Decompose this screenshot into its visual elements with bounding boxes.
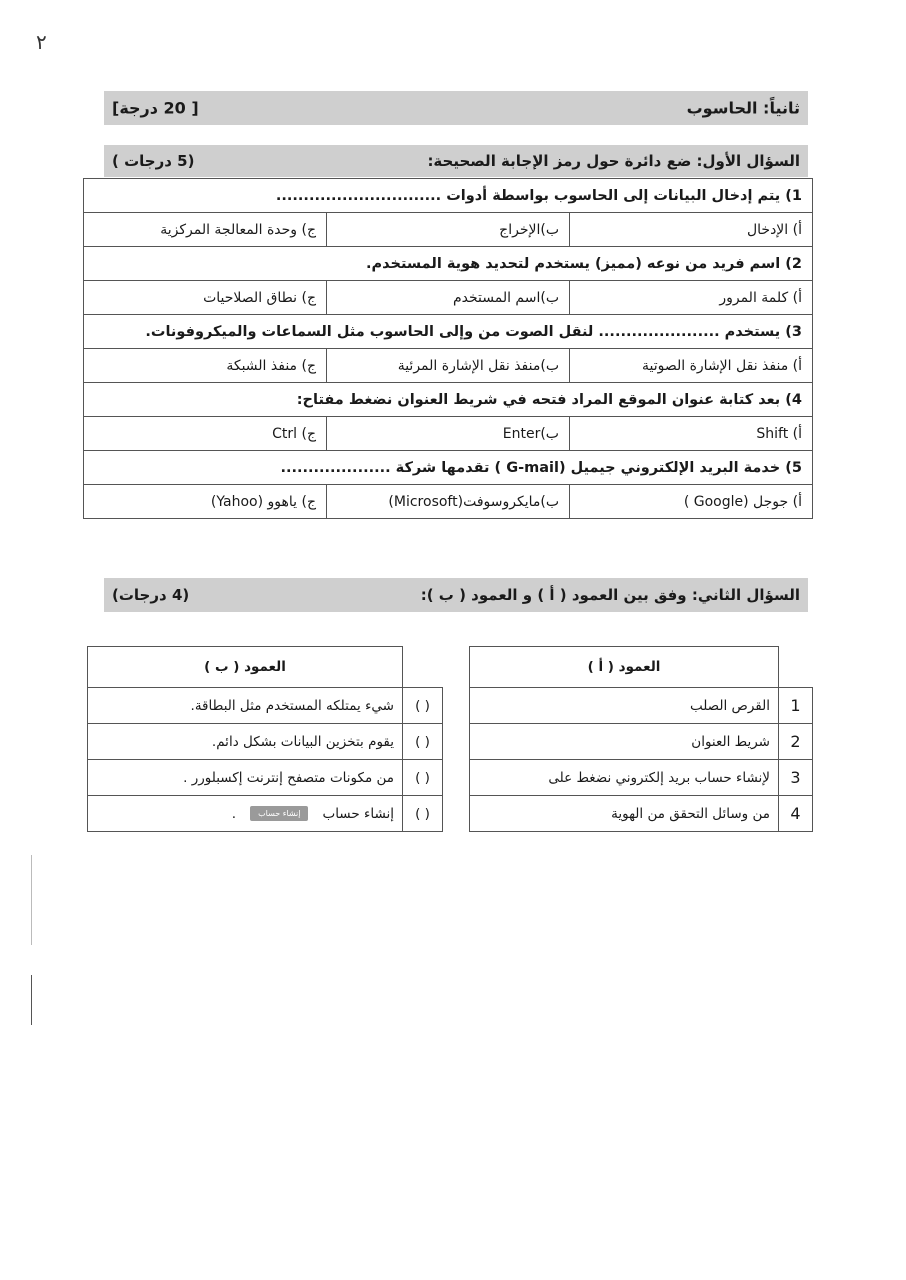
q1-marks: (5 درجات ) [112, 152, 195, 170]
option-b[interactable]: ب)مايكروسوفت(Microsoft) [327, 485, 570, 519]
column-b-item: من مكونات متصفح إنترنت إكسبلورر . [88, 760, 403, 796]
row-number: 2 [779, 724, 813, 760]
options-row [84, 281, 813, 315]
option-c[interactable]: ج) Ctrl [84, 417, 327, 451]
question-text: 4) بعد كتابة عنوان الموقع المراد فتحه في شريط العنوان نضغط مفتاح: [84, 383, 813, 417]
item-text: إنشاء حساب [322, 805, 394, 822]
column-b-item: يقوم بتخزين البيانات بشكل دائم. [88, 724, 403, 760]
option-c[interactable]: ج) نطاق الصلاحيات [84, 281, 327, 315]
row-number: 3 [779, 760, 813, 796]
answer-blank[interactable]: ( ) [403, 760, 443, 796]
question-row [84, 315, 813, 349]
column-a-item: القرص الصلب [470, 688, 779, 724]
table-row [88, 796, 443, 832]
column-b-header: العمود ( ب ) [88, 647, 403, 688]
question-text: 1) يتم إدخال البيانات إلى الحاسوب بواسطة أدوات .............................. [84, 179, 813, 213]
options-row [84, 417, 813, 451]
margin-mark [31, 855, 32, 945]
row-number: 1 [779, 688, 813, 724]
option-c[interactable]: ج) وحدة المعالجة المركزية [84, 213, 327, 247]
question-text: 2) اسم فريد من نوعه (مميز) يستخدم لتحديد هوية المستخدم. [84, 247, 813, 281]
table-row [470, 760, 813, 796]
option-a[interactable]: أ) كلمة المرور [570, 281, 813, 315]
options-row [84, 485, 813, 519]
option-b[interactable]: ب)منفذ نقل الإشارة المرئية [327, 349, 570, 383]
page-number: ٢ [36, 30, 47, 54]
column-a-item: من وسائل التحقق من الهوية [470, 796, 779, 832]
blank-cell [779, 647, 813, 688]
answer-blank[interactable]: ( ) [403, 796, 443, 832]
option-a[interactable]: أ) Shift [570, 417, 813, 451]
q2-title: السؤال الثاني: وفق بين العمود ( أ ) و العمود ( ب ): [420, 586, 800, 604]
row-number: 4 [779, 796, 813, 832]
answer-blank[interactable]: ( ) [403, 688, 443, 724]
question-text: 3) يستخدم ...................... لنقل الصوت من وإلى الحاسوب مثل السماعات والميكروفونات. [84, 315, 813, 349]
option-b[interactable]: ب)Enter [327, 417, 570, 451]
mcq-table [83, 178, 813, 519]
option-a[interactable]: أ) الإدخال [570, 213, 813, 247]
item-suffix: . [231, 805, 237, 822]
answer-blank[interactable]: ( ) [403, 724, 443, 760]
q2-header [104, 578, 808, 612]
option-c[interactable]: ج) منفذ الشبكة [84, 349, 327, 383]
table-row [88, 760, 443, 796]
question-row [84, 247, 813, 281]
options-row [84, 213, 813, 247]
section-header [104, 91, 808, 125]
create-account-button-image: إنشاء حساب [250, 806, 308, 821]
table-row [88, 724, 443, 760]
table-row [470, 796, 813, 832]
table-row [470, 688, 813, 724]
column-a-header: العمود ( أ ) [470, 647, 779, 688]
q1-header [104, 145, 808, 177]
options-row [84, 349, 813, 383]
option-b[interactable]: ب)الإخراج [327, 213, 570, 247]
option-c[interactable]: ج) ياهوو (Yahoo) [84, 485, 327, 519]
table-row [88, 688, 443, 724]
table-row [470, 724, 813, 760]
column-a-item: لإنشاء حساب بريد إلكتروني نضغط على [470, 760, 779, 796]
question-row [84, 179, 813, 213]
section-marks: [ 20 درجة] [112, 98, 199, 118]
column-b-item: شيء يمتلكه المستخدم مثل البطاقة. [88, 688, 403, 724]
q1-title: السؤال الأول: ضع دائرة حول رمز الإجابة الصحيحة: [427, 152, 800, 170]
margin-mark [31, 975, 32, 1025]
option-a[interactable]: أ) جوجل (Google ) [570, 485, 813, 519]
column-b-table [87, 646, 443, 832]
option-b[interactable]: ب)اسم المستخدم [327, 281, 570, 315]
column-a-table [469, 646, 813, 832]
q2-marks: (4 درجات) [112, 586, 190, 604]
option-a[interactable]: أ) منفذ نقل الإشارة الصوتية [570, 349, 813, 383]
blank-cell [403, 647, 443, 688]
section-title: ثانياً: الحاسوب [686, 98, 800, 118]
question-row [84, 383, 813, 417]
column-b-item [88, 796, 403, 832]
column-a-item: شريط العنوان [470, 724, 779, 760]
question-row [84, 451, 813, 485]
question-text: 5) خدمة البريد الإلكتروني جيميل (G-mail ) تقدمها شركة .................... [84, 451, 813, 485]
